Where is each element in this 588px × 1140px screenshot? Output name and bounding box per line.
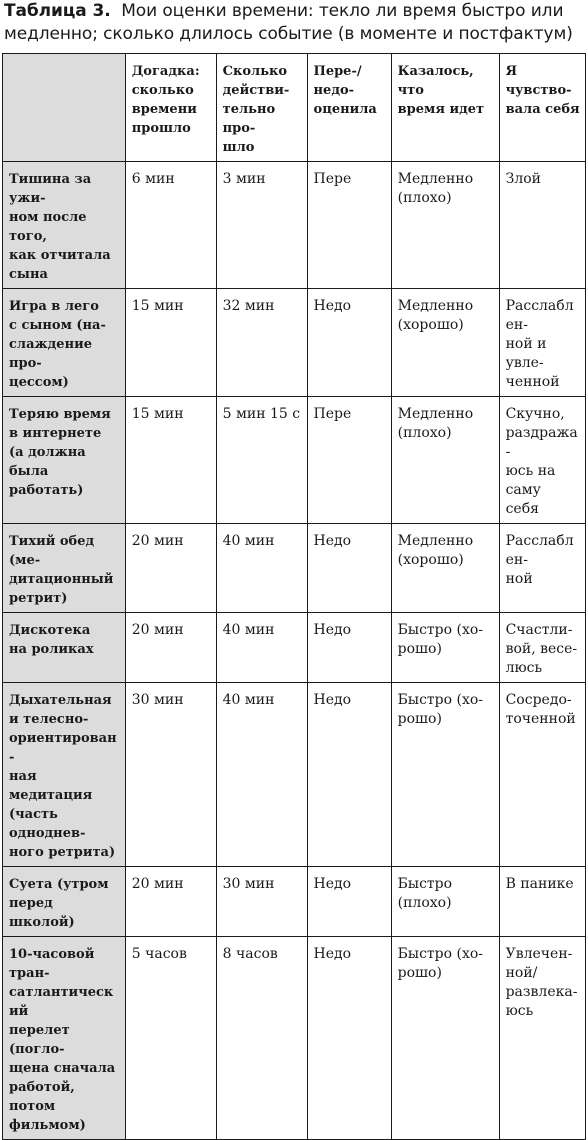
cell-activity: 10-часовой тран- сатлантический перелет (погло- щена сначала работой, потом фильмом) [3,937,126,1140]
caption-label: Таблица 3. [4,1,111,21]
header-over-under: Пере-/ недо- оценила [307,54,391,162]
header-guess: Догадка: сколько времени прошло [125,54,216,162]
table-row [3,867,586,937]
cell-over-under: Пере [307,162,391,289]
cell-over-under: Недо [307,613,391,683]
cell-activity: Теряю время в интернете (а должна была работать) [3,397,126,524]
cell-over-under: Недо [307,524,391,613]
cell-activity: Тишина за ужи- ном после того, как отчитала сына [3,162,126,289]
cell-time-felt: Медленно (хорошо) [391,289,499,397]
cell-feeling: В панике [499,867,585,937]
table-caption [4,0,586,46]
cell-time-felt: Быстро (хо- рошо) [391,683,499,867]
cell-feeling: Расслаблен- ной и увле- ченной [499,289,585,397]
cell-actual: 40 мин [216,613,307,683]
cell-feeling: Расслаблен- ной [499,524,585,613]
cell-guess: 6 мин [125,162,216,289]
table-row [3,397,586,524]
cell-guess: 5 часов [125,937,216,1140]
cell-actual: 32 мин [216,289,307,397]
cell-time-felt: Медленно (хорошо) [391,524,499,613]
cell-time-felt: Быстро (хо- рошо) [391,613,499,683]
cell-feeling: Сосредо- точенной [499,683,585,867]
header-actual: Сколько действи- тельно про- шло [216,54,307,162]
cell-time-felt: Быстро (плохо) [391,867,499,937]
table-row [3,289,586,397]
cell-actual: 40 мин [216,683,307,867]
time-estimates-table [2,53,586,1140]
cell-over-under: Недо [307,867,391,937]
header-corner [3,54,126,162]
cell-guess: 15 мин [125,289,216,397]
cell-activity: Дискотека на роликах [3,613,126,683]
cell-guess: 20 мин [125,867,216,937]
table-row [3,683,586,867]
table-row [3,524,586,613]
cell-over-under: Недо [307,937,391,1140]
cell-time-felt: Быстро (хо- рошо) [391,937,499,1140]
cell-activity: Игра в лего с сыном (на- слаждение про- цессом) [3,289,126,397]
cell-feeling: Скучно, раздража- юсь на саму себя [499,397,585,524]
cell-activity: Дыхательная и телесно- ориентирован- ная медитация (часть одноднев- ного ретрита) [3,683,126,867]
cell-time-felt: Медленно (плохо) [391,162,499,289]
caption-text: Мои оценки времени: текло ли время быстро или медленно; сколько длилось событие (в моменте и постфактум) [4,1,573,44]
cell-actual: 40 мин [216,524,307,613]
cell-guess: 20 мин [125,524,216,613]
cell-feeling: Счастли- вой, весе- люсь [499,613,585,683]
cell-over-under: Недо [307,683,391,867]
cell-over-under: Недо [307,289,391,397]
cell-actual: 30 мин [216,867,307,937]
header-row [3,54,586,162]
table-row [3,162,586,289]
cell-guess: 15 мин [125,397,216,524]
table-row [3,613,586,683]
cell-guess: 30 мин [125,683,216,867]
header-time-felt: Казалось, что время идет [391,54,499,162]
cell-over-under: Пере [307,397,391,524]
cell-activity: Суета (утром перед школой) [3,867,126,937]
cell-actual: 8 часов [216,937,307,1140]
cell-feeling: Увлечен- ной/ развлека- юсь [499,937,585,1140]
cell-time-felt: Медленно (плохо) [391,397,499,524]
cell-guess: 20 мин [125,613,216,683]
table-row [3,937,586,1140]
header-feeling: Я чувство- вала себя [499,54,585,162]
cell-actual: 3 мин [216,162,307,289]
cell-activity: Тихий обед (ме- дитационный ретрит) [3,524,126,613]
cell-actual: 5 мин 15 с [216,397,307,524]
cell-feeling: Злой [499,162,585,289]
